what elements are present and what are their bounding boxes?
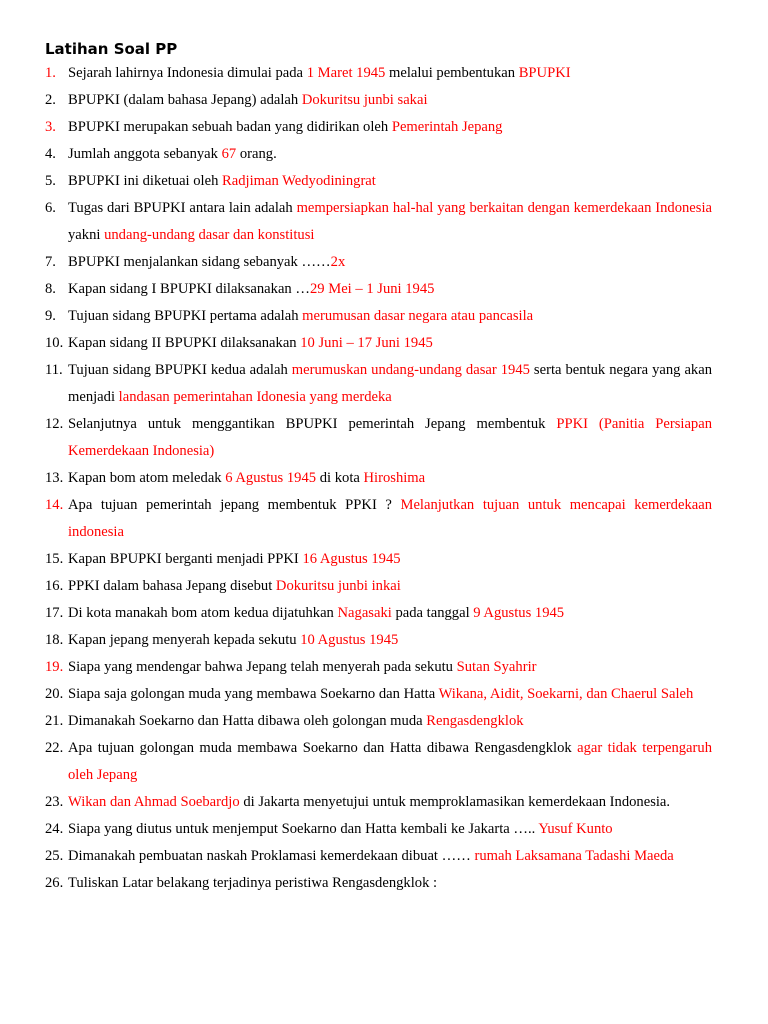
question-text bbox=[68, 843, 712, 870]
answer-text: Yusuf Kunto bbox=[538, 821, 613, 837]
question-number: 16. bbox=[45, 578, 64, 594]
question-number: 12. bbox=[45, 416, 64, 432]
question-text bbox=[68, 168, 712, 195]
answer-text: PPKI (Panitia Persiapan Kemerdekaan Indonesia) bbox=[68, 416, 712, 459]
question-number: 3. bbox=[45, 119, 56, 135]
question-number: 10. bbox=[45, 335, 64, 351]
question-item bbox=[45, 627, 712, 654]
prompt-text: Kapan sidang I BPUPKI dilaksanakan … bbox=[68, 281, 310, 297]
answer-text: 1 Maret 1945 bbox=[306, 65, 386, 81]
question-text bbox=[68, 60, 712, 87]
question-item bbox=[45, 789, 712, 816]
prompt-text: Tujuan sidang BPUPKI pertama adalah bbox=[68, 308, 303, 324]
question-text bbox=[68, 600, 712, 627]
question-text bbox=[68, 546, 712, 573]
answer-text: 6 Agustus 1945 bbox=[225, 470, 317, 486]
prompt-text: orang. bbox=[236, 146, 277, 162]
question-number: 18. bbox=[45, 632, 64, 648]
question-text bbox=[68, 492, 712, 546]
question-number: 25. bbox=[45, 848, 64, 864]
question-item bbox=[45, 141, 712, 168]
answer-text: landasan pemerintahan Idonesia yang merdeka bbox=[118, 389, 392, 405]
prompt-text: Jumlah anggota sebanyak bbox=[68, 146, 222, 162]
question-item bbox=[45, 735, 712, 789]
answer-text: Dokuritsu junbi inkai bbox=[275, 578, 401, 594]
prompt-text: yakni bbox=[68, 227, 105, 243]
answer-text: Melanjutkan tujuan untuk mencapai kemerdekaan indonesia bbox=[68, 497, 712, 540]
answer-text: Dokuritsu junbi sakai bbox=[301, 92, 428, 108]
prompt-text: melalui pembentukan bbox=[385, 65, 519, 81]
question-text bbox=[68, 195, 712, 249]
question-item bbox=[45, 708, 712, 735]
answer-text: merumusan dasar negara atau pancasila bbox=[302, 308, 534, 324]
question-item bbox=[45, 492, 712, 546]
question-text bbox=[68, 654, 712, 681]
prompt-text: serta bentuk negara yang akan menjadi bbox=[68, 362, 712, 405]
prompt-text: Sejarah lahirnya Indonesia dimulai pada bbox=[68, 65, 307, 81]
answer-text: 10 Agustus 1945 bbox=[300, 632, 399, 648]
prompt-text: Tuliskan Latar belakang terjadinya peristiwa Rengasdengklok : bbox=[68, 875, 438, 891]
prompt-text: BPUPKI (dalam bahasa Jepang) adalah bbox=[68, 92, 302, 108]
answer-text: merumuskan undang-undang dasar 1945 bbox=[291, 362, 530, 378]
question-text bbox=[68, 789, 712, 816]
question-number: 8. bbox=[45, 281, 56, 297]
answer-text: 2x bbox=[330, 254, 346, 270]
prompt-text: Siapa saja golongan muda yang membawa Soekarno dan Hatta bbox=[68, 686, 439, 702]
prompt-text: BPUPKI menjalankan sidang sebanyak …… bbox=[68, 254, 331, 270]
question-text bbox=[68, 735, 712, 789]
question-number: 11. bbox=[45, 362, 63, 378]
question-text bbox=[68, 816, 712, 843]
question-text bbox=[68, 276, 712, 303]
prompt-text: pada tanggal bbox=[391, 605, 474, 621]
question-number: 24. bbox=[45, 821, 64, 837]
answer-text: Wikan dan Ahmad Soebardjo bbox=[68, 794, 240, 810]
question-item bbox=[45, 168, 712, 195]
question-text bbox=[68, 87, 712, 114]
question-item bbox=[45, 816, 712, 843]
prompt-text: Kapan BPUPKI berganti menjadi PPKI bbox=[68, 551, 303, 567]
answer-text: Sutan Syahrir bbox=[456, 659, 537, 675]
prompt-text: Selanjutnya untuk menggantikan BPUPKI pemerintah Jepang membentuk bbox=[68, 416, 557, 432]
prompt-text: PPKI dalam bahasa Jepang disebut bbox=[68, 578, 276, 594]
question-text bbox=[68, 114, 712, 141]
prompt-text: Apa tujuan pemerintah jepang membentuk PPKI ? bbox=[68, 497, 401, 513]
question-number: 14. bbox=[45, 497, 64, 513]
question-text bbox=[68, 330, 712, 357]
question-number: 6. bbox=[45, 200, 56, 216]
answer-text: 9 Agustus 1945 bbox=[473, 605, 565, 621]
question-item bbox=[45, 330, 712, 357]
question-text bbox=[68, 141, 712, 168]
question-number: 19. bbox=[45, 659, 64, 675]
prompt-text: Siapa yang mendengar bahwa Jepang telah menyerah pada sekutu bbox=[68, 659, 457, 675]
question-number: 20. bbox=[45, 686, 64, 702]
question-item bbox=[45, 249, 712, 276]
question-text bbox=[68, 465, 712, 492]
answer-text: Radjiman Wedyodiningrat bbox=[222, 173, 376, 189]
answer-text: Pemerintah Jepang bbox=[391, 119, 503, 135]
answer-text: Nagasaki bbox=[337, 605, 392, 621]
answer-text: Hiroshima bbox=[363, 470, 426, 486]
answer-text: 10 Juni – 17 Juni 1945 bbox=[300, 335, 433, 351]
question-number: 13. bbox=[45, 470, 64, 486]
question-item bbox=[45, 600, 712, 627]
question-text bbox=[68, 411, 712, 465]
answer-text: agar tidak terpengaruh oleh Jepang bbox=[68, 740, 712, 783]
question-item bbox=[45, 573, 712, 600]
prompt-text: Kapan bom atom meledak bbox=[68, 470, 226, 486]
question-text bbox=[68, 249, 712, 276]
question-number: 2. bbox=[45, 92, 56, 108]
question-item bbox=[45, 303, 712, 330]
question-text bbox=[68, 357, 712, 411]
prompt-text: Dimanakah pembuatan naskah Proklamasi kemerdekaan dibuat …… bbox=[68, 848, 475, 864]
question-number: 4. bbox=[45, 146, 56, 162]
question-item bbox=[45, 195, 712, 249]
question-item bbox=[45, 114, 712, 141]
prompt-text: BPUPKI ini diketuai oleh bbox=[68, 173, 223, 189]
prompt-text: di kota bbox=[316, 470, 364, 486]
answer-text: 67 bbox=[221, 146, 237, 162]
question-item bbox=[45, 843, 712, 870]
question-item bbox=[45, 654, 712, 681]
question-item bbox=[45, 870, 712, 897]
document-title: Latihan Soal PP bbox=[45, 40, 178, 58]
question-item bbox=[45, 60, 712, 87]
question-text bbox=[68, 303, 712, 330]
prompt-text: Siapa yang diutus untuk menjemput Soekarno dan Hatta kembali ke Jakarta ….. bbox=[68, 821, 539, 837]
question-list bbox=[45, 60, 712, 897]
answer-text: rumah Laksamana Tadashi Maeda bbox=[474, 848, 674, 864]
question-item bbox=[45, 546, 712, 573]
prompt-text: Kapan sidang II BPUPKI dilaksanakan bbox=[68, 335, 301, 351]
question-text bbox=[68, 708, 712, 735]
question-text bbox=[68, 681, 712, 708]
question-item bbox=[45, 357, 712, 411]
question-text bbox=[68, 627, 712, 654]
question-number: 22. bbox=[45, 740, 64, 756]
prompt-text: Tugas dari BPUPKI antara lain adalah bbox=[68, 200, 297, 216]
question-number: 21. bbox=[45, 713, 64, 729]
question-text bbox=[68, 870, 712, 897]
prompt-text: Dimanakah Soekarno dan Hatta dibawa oleh golongan muda bbox=[68, 713, 427, 729]
prompt-text: di Jakarta menyetujui untuk memproklamasikan kemerdekaan Indonesia. bbox=[239, 794, 671, 810]
prompt-text: Apa tujuan golongan muda membawa Soekarno dan Hatta dibawa Rengasdengklok bbox=[68, 740, 578, 756]
prompt-text: Kapan jepang menyerah kepada sekutu bbox=[68, 632, 301, 648]
prompt-text: Tujuan sidang BPUPKI kedua adalah bbox=[68, 362, 292, 378]
answer-text: mempersiapkan hal-hal yang berkaitan dengan kemerdekaan Indonesia bbox=[296, 200, 712, 216]
question-number: 9. bbox=[45, 308, 56, 324]
question-number: 15. bbox=[45, 551, 64, 567]
question-item bbox=[45, 276, 712, 303]
question-number: 17. bbox=[45, 605, 64, 621]
question-item bbox=[45, 681, 712, 708]
question-text bbox=[68, 573, 712, 600]
answer-text: Wikana, Aidit, Soekarni, dan Chaerul Saleh bbox=[438, 686, 694, 702]
answer-text: BPUPKI bbox=[518, 65, 571, 81]
answer-text: 16 Agustus 1945 bbox=[302, 551, 401, 567]
question-number: 7. bbox=[45, 254, 56, 270]
prompt-text: Di kota manakah bom atom kedua dijatuhkan bbox=[68, 605, 338, 621]
answer-text: undang-undang dasar dan konstitusi bbox=[104, 227, 315, 243]
prompt-text: BPUPKI merupakan sebuah badan yang didirikan oleh bbox=[68, 119, 392, 135]
question-item bbox=[45, 465, 712, 492]
question-item bbox=[45, 87, 712, 114]
question-number: 1. bbox=[45, 65, 56, 81]
question-item bbox=[45, 411, 712, 465]
question-number: 5. bbox=[45, 173, 56, 189]
answer-text: 29 Mei – 1 Juni 1945 bbox=[309, 281, 435, 297]
question-number: 26. bbox=[45, 875, 64, 891]
answer-text: Rengasdengklok bbox=[426, 713, 524, 729]
question-number: 23. bbox=[45, 794, 64, 810]
